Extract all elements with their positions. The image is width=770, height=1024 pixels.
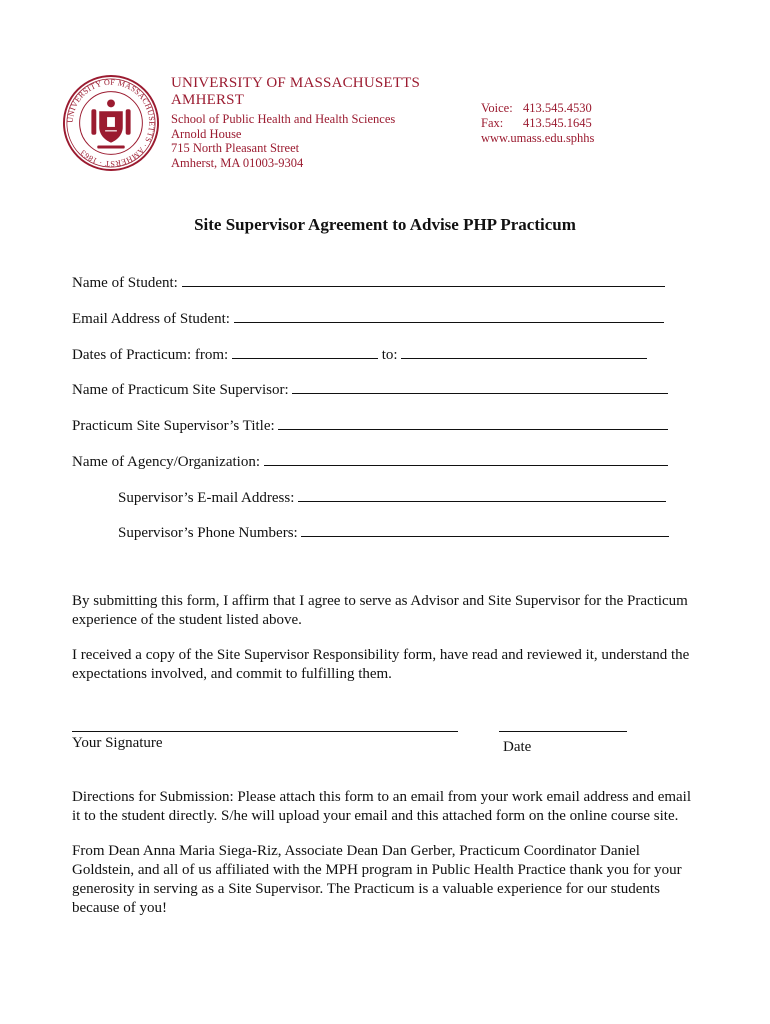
- voice-line: Voice: 413.545.4530: [481, 101, 592, 115]
- agency-field: Name of Agency/Organization:: [72, 450, 668, 471]
- student-email-input[interactable]: [234, 307, 664, 323]
- fax-line: Fax: 413.545.1645: [481, 116, 592, 130]
- student-name-input[interactable]: [182, 271, 665, 287]
- address-line: Amherst, MA 01003-9304: [171, 155, 304, 170]
- supervisor-email-field: Supervisor’s E-mail Address:: [118, 486, 666, 507]
- contact-info: [481, 101, 594, 146]
- signature-label: Your Signature: [72, 735, 163, 751]
- signature-line[interactable]: [72, 731, 458, 732]
- submission-directions: Directions for Submission: Please attach this form to an email from your work email address and email it to the student directly. S/he will upload your email and this attached form on the online course site.: [72, 789, 692, 824]
- address-line: 715 North Pleasant Street: [171, 141, 300, 156]
- date-to-input[interactable]: [401, 343, 647, 359]
- supervisor-name-input[interactable]: [292, 378, 668, 394]
- thank-you-text: From Dean Anna Maria Siega-Riz, Associate Dean Dan Gerber, Practicum Coordinator Daniel Goldstein, and all of us affiliated with the MPH program in Public Health Practice thank you for your generosity in serving as a Site Supervisor. The Practicum is a valuable experience for our students because of you!: [72, 843, 682, 916]
- university-name: UNIVERSITY OF MASSACHUSETTS AMHERST: [171, 75, 421, 108]
- address-line: School of Public Health and Health Sciences: [171, 112, 396, 126]
- supervisor-title-input[interactable]: [278, 414, 668, 430]
- supervisor-phone-input[interactable]: [301, 521, 669, 537]
- practicum-dates-field: Dates of Practicum: from: to:: [72, 343, 647, 364]
- student-name-field: Name of Student:: [72, 271, 665, 292]
- supervisor-name-field: Name of Practicum Site Supervisor:: [72, 378, 668, 399]
- page-title: Site Supervisor Agreement to Advise PHP Practicum: [194, 215, 576, 234]
- supervisor-title-field: Practicum Site Supervisor’s Title:: [72, 414, 668, 435]
- supervisor-email-input[interactable]: [298, 486, 666, 502]
- date-line[interactable]: [499, 731, 627, 732]
- address-line: Arnold House: [171, 126, 242, 141]
- website-link[interactable]: www.umass.edu.sphhs: [481, 131, 595, 145]
- seal-text: UNIVERSITY OF MASSACHUSETTS · AMHERST · 1863: [65, 77, 157, 169]
- student-email-field: Email Address of Student:: [72, 307, 664, 328]
- date-from-input[interactable]: [232, 343, 378, 359]
- agency-input[interactable]: [264, 450, 668, 466]
- date-label: Date: [503, 739, 532, 755]
- supervisor-phone-field: Supervisor’s Phone Numbers:: [118, 521, 669, 542]
- affirmation-text: By submitting this form, I affirm that I agree to serve as Advisor and Site Supervisor for the Practicum experience of the student listed above.: [72, 593, 688, 628]
- responsibility-text: I received a copy of the Site Supervisor Responsibility form, have read and reviewed it, understand the expectations involved, and commit to fulfilling them.: [72, 647, 690, 682]
- school-address: [171, 112, 395, 170]
- university-seal: [62, 74, 160, 172]
